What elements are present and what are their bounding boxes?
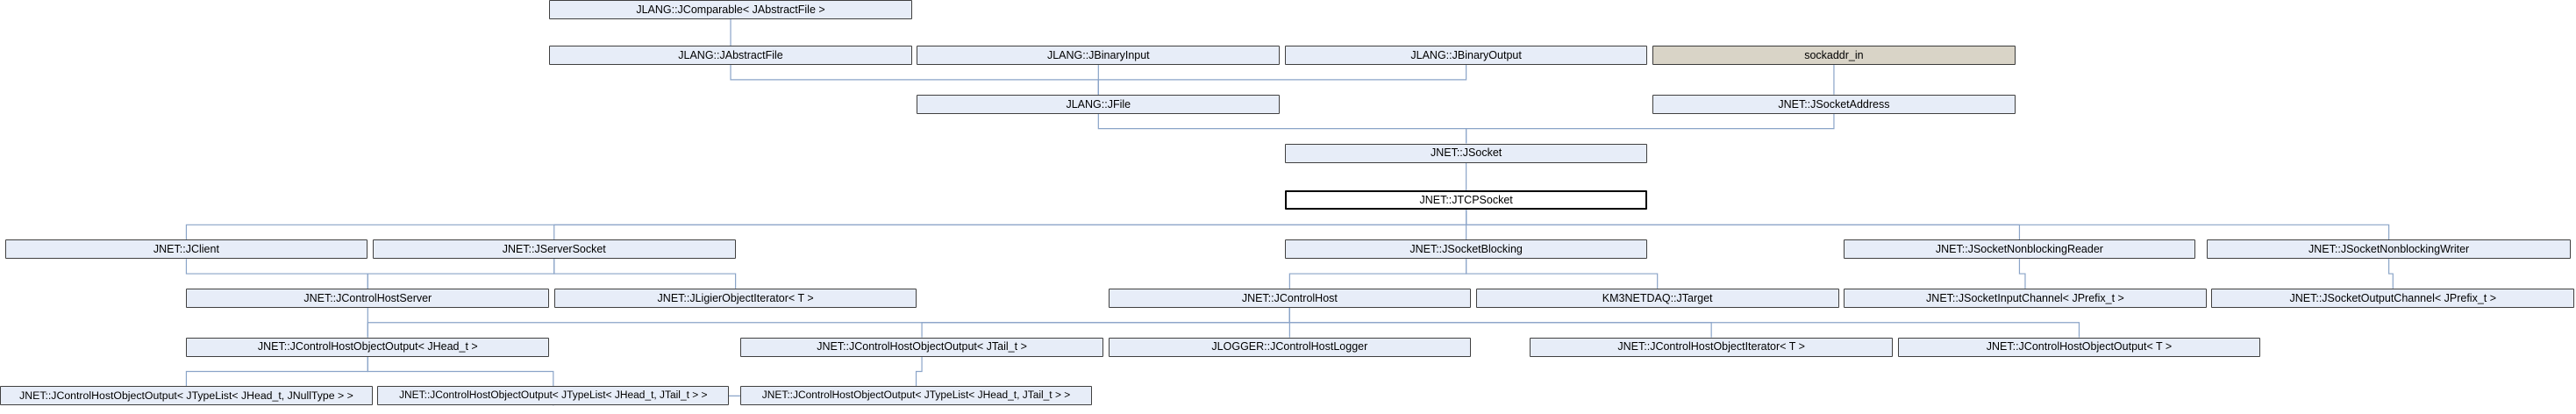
inheritance-edge: [1289, 308, 1711, 338]
class-node[interactable]: JLANG::JBinaryOutput: [1285, 46, 1648, 65]
class-node[interactable]: KM3NETDAQ::JTarget: [1476, 289, 1839, 308]
class-node[interactable]: JNET::JSocketOutputChannel< JPrefix_t >: [2211, 289, 2574, 308]
inheritance-edge: [554, 259, 736, 289]
inheritance-edge: [922, 308, 1289, 338]
class-node[interactable]: JNET::JControlHostServer: [186, 289, 549, 308]
inheritance-edge: [1289, 259, 1466, 289]
class-node[interactable]: JNET::JControlHostObjectOutput< JTypeList< JHead_t, JTail_t > >: [377, 386, 729, 405]
class-node[interactable]: JNET::JControlHostObjectIterator< T >: [1530, 338, 1893, 357]
class-node[interactable]: JLANG::JBinaryInput: [917, 46, 1280, 65]
class-node[interactable]: JNET::JSocketAddress: [1652, 95, 2016, 114]
inheritance-edge: [917, 357, 923, 387]
inheritance-edge: [2389, 259, 2394, 289]
inheritance-edge: [1466, 114, 1834, 144]
class-node[interactable]: JNET::JClient: [5, 239, 368, 259]
class-node[interactable]: JNET::JControlHostObjectOutput< JHead_t >: [186, 338, 549, 357]
class-node[interactable]: JNET::JControlHostObjectOutput< JTypeList< JHead_t, JTail_t > >: [740, 386, 1092, 405]
inheritance-edge: [1466, 259, 1658, 289]
class-node[interactable]: JNET::JControlHost: [1109, 289, 1472, 308]
inheritance-edge: [186, 259, 367, 289]
class-node[interactable]: JNET::JTCPSocket: [1285, 190, 1648, 210]
class-node[interactable]: JNET::JSocketBlocking: [1285, 239, 1648, 259]
inheritance-edge: [186, 357, 367, 387]
class-node[interactable]: JNET::JControlHostObjectOutput< T >: [1898, 338, 2261, 357]
inheritance-edge: [1466, 210, 2020, 239]
inheritance-edge: [367, 357, 553, 387]
inheritance-edge: [2019, 259, 2025, 289]
inheritance-edge: [554, 210, 1466, 239]
class-node[interactable]: JNET::JControlHostObjectOutput< JTail_t >: [740, 338, 1103, 357]
class-node[interactable]: JNET::JControlHostObjectOutput< JTypeList< JHead_t, JNullType > >: [0, 386, 373, 405]
class-node[interactable]: JNET::JSocketNonblockingReader: [1844, 239, 2195, 259]
inheritance-edge: [1098, 114, 1466, 144]
class-node[interactable]: JNET::JServerSocket: [373, 239, 736, 259]
inheritance-edge: [731, 65, 1098, 95]
inheritance-edge: [1466, 210, 2389, 239]
class-node[interactable]: JNET::JSocketInputChannel< JPrefix_t >: [1844, 289, 2207, 308]
inheritance-edge: [1289, 308, 2079, 338]
inheritance-edge: [367, 259, 553, 289]
class-node[interactable]: JLOGGER::JControlHostLogger: [1109, 338, 1472, 357]
inheritance-edge: [186, 210, 1466, 239]
class-node[interactable]: JLANG::JAbstractFile: [549, 46, 912, 65]
class-node[interactable]: sockaddr_in: [1652, 46, 2016, 65]
inheritance-edge: [367, 308, 1289, 338]
class-node[interactable]: JNET::JSocket: [1285, 144, 1648, 163]
inheritance-edge: [1098, 65, 1466, 95]
class-node[interactable]: JNET::JSocketNonblockingWriter: [2207, 239, 2572, 259]
class-node[interactable]: JNET::JLigierObjectIterator< T >: [554, 289, 917, 308]
class-node[interactable]: JLANG::JFile: [917, 95, 1280, 114]
class-node[interactable]: JLANG::JComparable< JAbstractFile >: [549, 0, 912, 19]
